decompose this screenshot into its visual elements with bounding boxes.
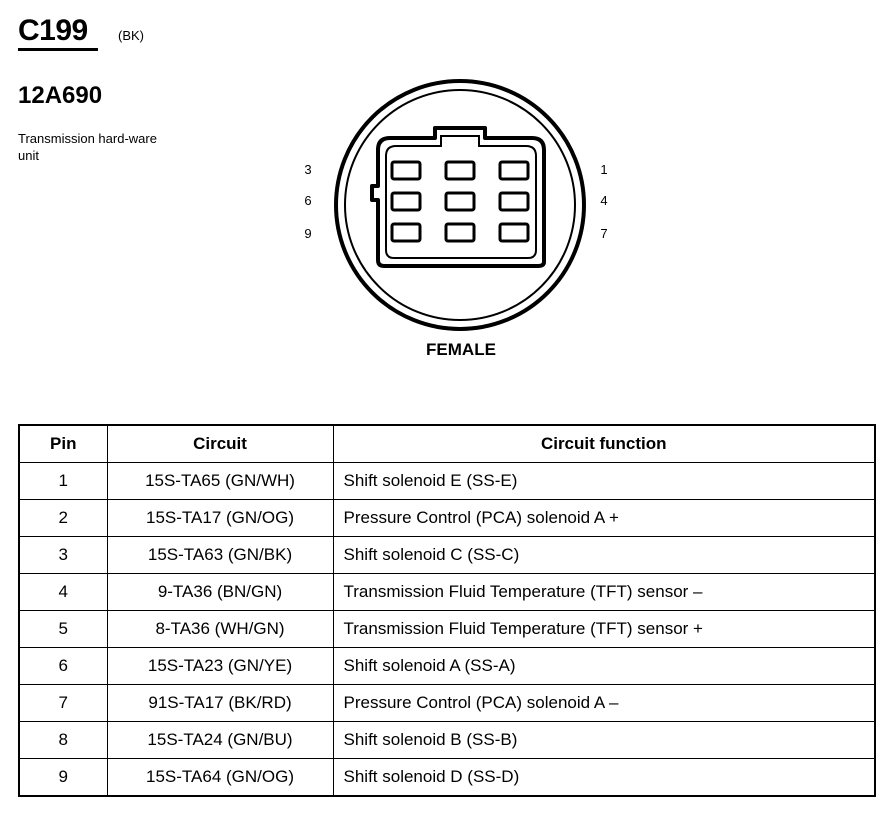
- pinout-table: [18, 424, 876, 797]
- pin-cavity: [446, 162, 474, 179]
- connector-face-drawing: [300, 90, 620, 350]
- pin-cell: 2: [19, 500, 107, 537]
- pin-cavity: [446, 224, 474, 241]
- circuit-cell: 15S-TA17 (GN/OG): [107, 500, 333, 537]
- circuit-cell: 15S-TA64 (GN/OG): [107, 759, 333, 797]
- table-row: [19, 537, 875, 574]
- pin-cavity: [500, 224, 528, 241]
- pin-label-7: 7: [600, 226, 608, 241]
- table-row: [19, 685, 875, 722]
- circuit-function-cell: Transmission Fluid Temperature (TFT) sensor –: [333, 574, 875, 611]
- pin-cell: 7: [19, 685, 107, 722]
- connector-housing: [372, 128, 544, 266]
- circuit-cell: 15S-TA65 (GN/WH): [107, 463, 333, 500]
- circuit-function-cell: Transmission Fluid Temperature (TFT) sensor +: [333, 611, 875, 648]
- table-row: [19, 648, 875, 685]
- pin-label-4: 4: [600, 193, 608, 208]
- connector-outer-ring: [336, 81, 584, 329]
- connector-id: C199: [18, 14, 88, 47]
- pin-label-1: 1: [600, 162, 608, 177]
- header-pin: Pin: [19, 425, 107, 463]
- circuit-function-cell: Shift solenoid B (SS-B): [333, 722, 875, 759]
- circuit-function-cell: Pressure Control (PCA) solenoid A –: [333, 685, 875, 722]
- circuit-cell: 15S-TA63 (GN/BK): [107, 537, 333, 574]
- pin-cavity: [392, 162, 420, 179]
- table-row: [19, 759, 875, 797]
- pin-cell: 9: [19, 759, 107, 797]
- pin-cavity: [392, 193, 420, 210]
- part-number: 12A690: [18, 82, 103, 109]
- pin-label-3: 3: [304, 162, 312, 177]
- pin-cell: 4: [19, 574, 107, 611]
- header-circuit-function: Circuit function: [333, 425, 875, 463]
- connector-id-underline: [18, 48, 98, 51]
- header-circuit: Circuit: [107, 425, 333, 463]
- pin-cavity: [500, 162, 528, 179]
- connector-face-diagram: [300, 90, 620, 350]
- pin-cell: 3: [19, 537, 107, 574]
- pin-cavity: [500, 193, 528, 210]
- table-row: [19, 463, 875, 500]
- circuit-function-cell: Shift solenoid C (SS-C): [333, 537, 875, 574]
- pin-cavity: [446, 193, 474, 210]
- circuit-function-cell: Shift solenoid A (SS-A): [333, 648, 875, 685]
- connector-color-code: (BK): [118, 28, 144, 43]
- connector-gender-label: FEMALE: [426, 340, 496, 359]
- circuit-cell: 8-TA36 (WH/GN): [107, 611, 333, 648]
- pin-cavities: [392, 162, 528, 241]
- pin-cell: 5: [19, 611, 107, 648]
- table-row: [19, 574, 875, 611]
- pin-label-9: 9: [304, 226, 312, 241]
- circuit-cell: 15S-TA24 (GN/BU): [107, 722, 333, 759]
- circuit-function-cell: Pressure Control (PCA) solenoid A +: [333, 500, 875, 537]
- pin-cell: 1: [19, 463, 107, 500]
- circuit-cell: 15S-TA23 (GN/YE): [107, 648, 333, 685]
- circuit-function-cell: Shift solenoid E (SS-E): [333, 463, 875, 500]
- table-row: [19, 500, 875, 537]
- table-row: [19, 611, 875, 648]
- circuit-cell: 9-TA36 (BN/GN): [107, 574, 333, 611]
- pin-cell: 8: [19, 722, 107, 759]
- pin-cell: 6: [19, 648, 107, 685]
- circuit-function-cell: Shift solenoid D (SS-D): [333, 759, 875, 797]
- table-header-row: [19, 425, 875, 463]
- pin-cavity: [392, 224, 420, 241]
- table-row: [19, 722, 875, 759]
- pin-label-6: 6: [304, 193, 312, 208]
- component-description: Transmission hard-ware unit: [18, 131, 157, 163]
- circuit-cell: 91S-TA17 (BK/RD): [107, 685, 333, 722]
